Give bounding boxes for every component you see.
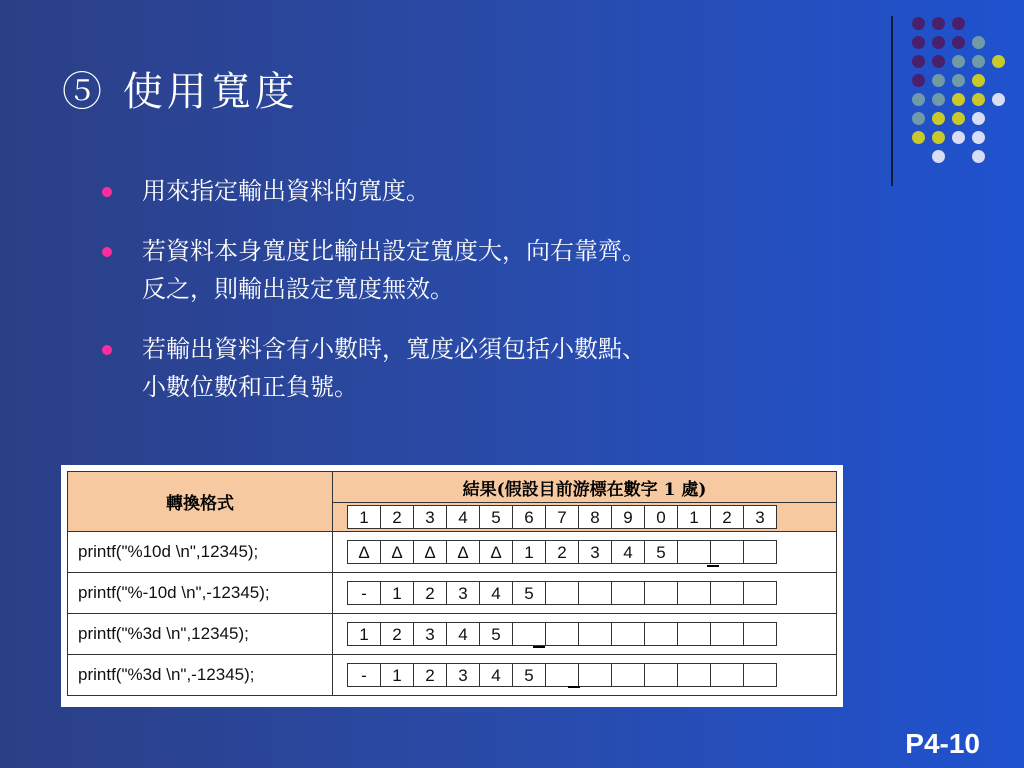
result-cell: 3 <box>446 581 480 605</box>
decorative-dot <box>952 17 965 30</box>
result-cell <box>710 622 744 646</box>
header-format: 轉換格式 <box>68 472 333 532</box>
decorative-dot <box>952 131 965 144</box>
result-cell <box>743 663 777 687</box>
decorative-dot <box>972 36 985 49</box>
result-cell: 3 <box>413 622 447 646</box>
result-cell: 1 <box>347 622 381 646</box>
decorative-dot <box>952 112 965 125</box>
result-cell: Δ <box>347 540 381 564</box>
column-number-row <box>333 505 836 529</box>
result-cell: - <box>347 663 381 687</box>
decorative-dot <box>912 17 925 30</box>
cursor-marker <box>533 646 545 648</box>
code-cell: printf("%-10d \n",-12345); <box>68 573 333 614</box>
decorative-dot <box>972 74 985 87</box>
result-cell: 4 <box>479 581 513 605</box>
bullet-marker <box>102 187 112 197</box>
cursor-marker <box>568 686 580 688</box>
column-number-cell: 9 <box>611 505 645 529</box>
column-number-cell: 1 <box>347 505 381 529</box>
decorative-dot <box>992 93 1005 106</box>
result-cell: 5 <box>512 581 546 605</box>
bullet-item <box>102 330 862 406</box>
result-cell: 1 <box>380 663 414 687</box>
result-cells <box>333 663 836 687</box>
result-cell: 4 <box>446 622 480 646</box>
column-number-cell: 7 <box>545 505 579 529</box>
bullet-item <box>102 232 862 308</box>
result-cell: 5 <box>479 622 513 646</box>
decorative-dot <box>952 74 965 87</box>
result-cell: - <box>347 581 381 605</box>
result-cell <box>710 581 744 605</box>
column-number-cell: 1 <box>677 505 711 529</box>
result-cell <box>578 663 612 687</box>
result-cell <box>743 622 777 646</box>
result-cell: 5 <box>512 663 546 687</box>
bullet-text: 用來指定輸出資料的寬度。 <box>142 177 430 205</box>
result-cell: Δ <box>380 540 414 564</box>
decorative-dot <box>912 112 925 125</box>
decorative-dot <box>952 36 965 49</box>
result-cell: 2 <box>413 663 447 687</box>
result-cell <box>545 581 579 605</box>
decorative-dot <box>912 36 925 49</box>
result-cell <box>677 663 711 687</box>
column-number-cell: 5 <box>479 505 513 529</box>
result-cells <box>333 581 836 605</box>
result-cell <box>611 622 645 646</box>
format-example-table <box>61 465 843 707</box>
decorative-dot <box>952 55 965 68</box>
column-number-cell: 3 <box>413 505 447 529</box>
result-cell <box>644 581 678 605</box>
column-number-cell: 2 <box>710 505 744 529</box>
bullet-text: 若輸出資料含有小數時，寬度必須包括小數點、 <box>142 335 646 363</box>
result-cell <box>710 663 744 687</box>
decorative-dot <box>912 131 925 144</box>
result-cell <box>512 622 546 646</box>
result-cell: 1 <box>380 581 414 605</box>
page-number: P4-10 <box>905 728 980 759</box>
decorative-dot <box>932 131 945 144</box>
decorative-dot <box>972 55 985 68</box>
result-cell: 2 <box>380 622 414 646</box>
column-number-cell: 8 <box>578 505 612 529</box>
divider-line <box>891 16 893 186</box>
result-cell <box>677 581 711 605</box>
bullet-text: 小數位數和正負號。 <box>142 373 358 401</box>
column-number-cell: 3 <box>743 505 777 529</box>
result-cell: Δ <box>413 540 447 564</box>
decorative-dot <box>912 74 925 87</box>
decorative-dot <box>972 150 985 163</box>
decorative-dot <box>972 112 985 125</box>
result-cell: 2 <box>413 581 447 605</box>
bullet-marker <box>102 345 112 355</box>
result-cell: 4 <box>611 540 645 564</box>
decorative-dot <box>932 55 945 68</box>
result-cells <box>333 622 836 646</box>
bullet-text: 若資料本身寬度比輸出設定寬度大，向右靠齊。 <box>142 237 646 265</box>
decorative-dot <box>972 131 985 144</box>
result-cell: Δ <box>446 540 480 564</box>
result-cell <box>743 581 777 605</box>
bullet-list <box>102 172 862 428</box>
result-cell <box>644 622 678 646</box>
decorative-dot <box>952 93 965 106</box>
bullet-item <box>102 172 862 210</box>
bullet-text: 反之，則輸出設定寬度無效。 <box>142 275 454 303</box>
bullet-marker <box>102 247 112 257</box>
column-number-cell: 0 <box>644 505 678 529</box>
column-number-cell: 4 <box>446 505 480 529</box>
result-cell: 2 <box>545 540 579 564</box>
result-cell <box>743 540 777 564</box>
result-cell <box>545 622 579 646</box>
decorative-dot <box>972 93 985 106</box>
cursor-marker <box>707 565 719 567</box>
column-number-cell: 2 <box>380 505 414 529</box>
result-cell: 3 <box>578 540 612 564</box>
decorative-dot <box>932 93 945 106</box>
code-cell: printf("%3d \n",12345); <box>68 614 333 655</box>
code-cell: printf("%10d \n",12345); <box>68 532 333 573</box>
result-cell <box>545 663 579 687</box>
result-cell: 3 <box>446 663 480 687</box>
slide-title: ⑤ 使用寬度 <box>62 69 299 115</box>
decorative-dot <box>912 93 925 106</box>
decorative-dot <box>932 112 945 125</box>
decorative-dot <box>912 55 925 68</box>
decorative-dot <box>932 74 945 87</box>
result-cell: 5 <box>644 540 678 564</box>
result-cell <box>677 622 711 646</box>
result-cell <box>611 581 645 605</box>
result-cell: Δ <box>479 540 513 564</box>
result-cell: 4 <box>479 663 513 687</box>
result-cell <box>578 622 612 646</box>
result-cells <box>333 540 836 564</box>
result-cell <box>611 663 645 687</box>
result-cell <box>644 663 678 687</box>
decorative-dot <box>992 55 1005 68</box>
result-cell <box>710 540 744 564</box>
header-result: 結果(假設目前游標在數字 1 處) <box>333 472 837 503</box>
code-cell: printf("%3d \n",-12345); <box>68 655 333 696</box>
result-cell: 1 <box>512 540 546 564</box>
result-cell <box>677 540 711 564</box>
result-cell <box>578 581 612 605</box>
column-number-cell: 6 <box>512 505 546 529</box>
decorative-dot <box>932 17 945 30</box>
decorative-dot <box>932 36 945 49</box>
decorative-dot <box>932 150 945 163</box>
